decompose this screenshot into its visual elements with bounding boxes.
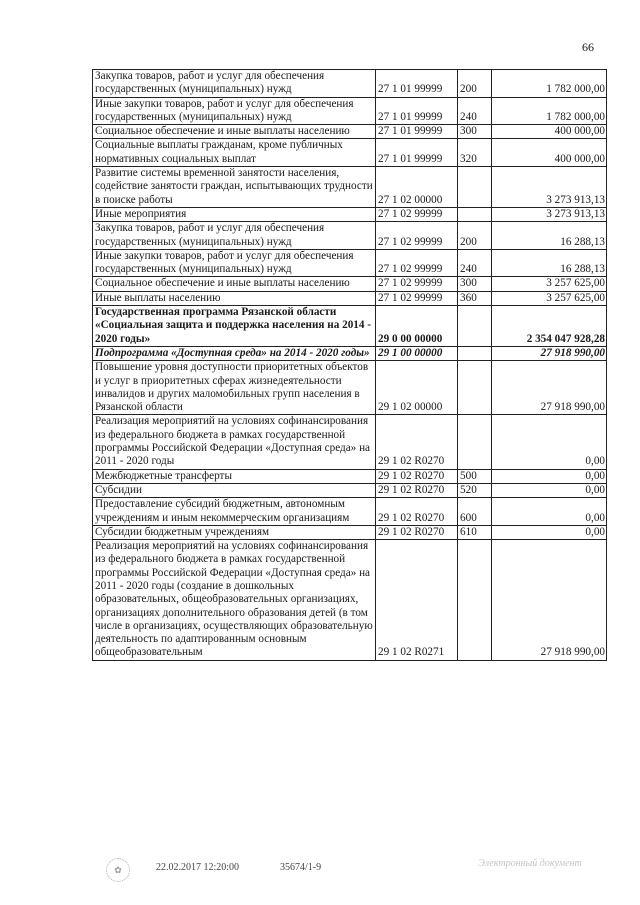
- row-vr-code: 320: [458, 139, 492, 167]
- row-vr-code: 600: [458, 498, 492, 526]
- row-vr-code: 200: [458, 222, 492, 250]
- row-sum: 16 288,13: [492, 249, 607, 277]
- row-name: Иные закупки товаров, работ и услуг для обеспечения государственных (муниципальных) нужд: [93, 97, 376, 125]
- table-row: [93, 361, 607, 415]
- table-row: [93, 498, 607, 526]
- row-name: Развитие системы временной занятости населения, содействие занятости граждан, испытывающих трудности в поиске работы: [93, 167, 376, 208]
- row-name: Субсидии: [93, 483, 376, 497]
- table-row: [93, 415, 607, 469]
- footer-date: 22.02.2017 12:20:00: [156, 862, 240, 873]
- table-row: [93, 306, 607, 347]
- row-vr-code: [458, 167, 492, 208]
- row-sum: 0,00: [492, 525, 607, 539]
- seal-icon: ✿: [106, 858, 130, 882]
- row-csr-code: 27 1 01 99999: [376, 125, 458, 139]
- budget-table: [92, 69, 607, 661]
- row-sum: 16 288,13: [492, 222, 607, 250]
- row-name: Социальное обеспечение и иные выплаты населению: [93, 125, 376, 139]
- table-row: [93, 222, 607, 250]
- row-csr-code: 27 1 02 99999: [376, 207, 458, 221]
- row-sum: 1 782 000,00: [492, 70, 607, 98]
- table-row: [93, 277, 607, 291]
- row-sum: 0,00: [492, 415, 607, 469]
- row-vr-code: 300: [458, 125, 492, 139]
- table-row: [93, 207, 607, 221]
- row-vr-code: 200: [458, 70, 492, 98]
- row-vr-code: 500: [458, 469, 492, 483]
- table-row: [93, 540, 607, 661]
- row-vr-code: [458, 346, 492, 360]
- row-csr-code: 27 1 01 99999: [376, 70, 458, 98]
- row-name: Субсидии бюджетным учреждениям: [93, 525, 376, 539]
- row-sum: 3 257 625,00: [492, 291, 607, 305]
- row-name: Подпрограмма «Доступная среда» на 2014 - 2020 годы»: [93, 346, 376, 360]
- row-name: Предоставление субсидий бюджетным, автономным учреждениям и иным некоммерческим организациям: [93, 498, 376, 526]
- row-csr-code: 27 1 02 99999: [376, 222, 458, 250]
- row-sum: 3 273 913,13: [492, 167, 607, 208]
- row-vr-code: [458, 361, 492, 415]
- page-number: 66: [582, 40, 594, 54]
- row-sum: 1 782 000,00: [492, 97, 607, 125]
- row-vr-code: 240: [458, 97, 492, 125]
- table-row: [93, 167, 607, 208]
- row-csr-code: 29 1 02 R0270: [376, 469, 458, 483]
- row-csr-code: 27 1 02 99999: [376, 291, 458, 305]
- row-csr-code: 27 1 01 99999: [376, 139, 458, 167]
- row-name: Закупка товаров, работ и услуг для обеспечения государственных (муниципальных) нужд: [93, 222, 376, 250]
- row-name: Закупка товаров, работ и услуг для обеспечения государственных (муниципальных) нужд: [93, 70, 376, 98]
- row-vr-code: 610: [458, 525, 492, 539]
- row-name: Межбюджетные трансферты: [93, 469, 376, 483]
- row-name: Иные мероприятия: [93, 207, 376, 221]
- footer-doc-id: 35674/1-9: [280, 862, 322, 873]
- row-vr-code: 300: [458, 277, 492, 291]
- table-row: [93, 97, 607, 125]
- row-csr-code: 29 1 02 R0270: [376, 525, 458, 539]
- row-name: Социальные выплаты гражданам, кроме публичных нормативных социальных выплат: [93, 139, 376, 167]
- table-row: [93, 469, 607, 483]
- row-name: Реализация мероприятий на условиях софинансирования из федерального бюджета в рамках государственной программы Российской Федерации «Доступная среда» на 2011 - 2020 годы (создание в дошкольных образовательных, общеобразовательных организациях, организациях дополнительного образования детей (в том числе в организациях, осуществляющих образовательную деятельность по адаптированным основным общеобразовательным: [93, 540, 376, 661]
- row-vr-code: 520: [458, 483, 492, 497]
- table-row: [93, 139, 607, 167]
- row-sum: 27 918 990,00: [492, 346, 607, 360]
- row-sum: 0,00: [492, 469, 607, 483]
- table-row: [93, 525, 607, 539]
- table-row: [93, 346, 607, 360]
- table-row: [93, 70, 607, 98]
- row-sum: 400 000,00: [492, 139, 607, 167]
- table-row: [93, 291, 607, 305]
- row-sum: 0,00: [492, 498, 607, 526]
- row-csr-code: 27 1 02 99999: [376, 249, 458, 277]
- row-vr-code: 240: [458, 249, 492, 277]
- row-sum: 2 354 047 928,28: [492, 306, 607, 347]
- row-vr-code: [458, 306, 492, 347]
- row-csr-code: 29 1 02 R0270: [376, 498, 458, 526]
- row-csr-code: 29 1 02 R0271: [376, 540, 458, 661]
- row-name: Иные закупки товаров, работ и услуг для обеспечения государственных (муниципальных) нужд: [93, 249, 376, 277]
- row-name: Государственная программа Рязанской области «Социальная защита и поддержка населения на 2014 - 2020 годы»: [93, 306, 376, 347]
- row-csr-code: 29 1 02 R0270: [376, 483, 458, 497]
- row-csr-code: 29 1 02 00000: [376, 361, 458, 415]
- row-sum: 27 918 990,00: [492, 540, 607, 661]
- row-sum: 3 273 913,13: [492, 207, 607, 221]
- row-csr-code: 27 1 02 99999: [376, 277, 458, 291]
- row-name: Реализация мероприятий на условиях софинансирования из федерального бюджета в рамках государственной программы Российской Федерации «Доступная среда» на 2011 - 2020 годы: [93, 415, 376, 469]
- row-sum: 400 000,00: [492, 125, 607, 139]
- row-csr-code: 27 1 02 00000: [376, 167, 458, 208]
- row-sum: 27 918 990,00: [492, 361, 607, 415]
- row-vr-code: [458, 540, 492, 661]
- row-csr-code: 29 1 02 R0270: [376, 415, 458, 469]
- footer-watermark: Электронный документ: [478, 858, 582, 869]
- row-vr-code: 360: [458, 291, 492, 305]
- row-vr-code: [458, 207, 492, 221]
- row-vr-code: [458, 415, 492, 469]
- row-name: Социальное обеспечение и иные выплаты населению: [93, 277, 376, 291]
- table-row: [93, 125, 607, 139]
- table-row: [93, 483, 607, 497]
- row-csr-code: 29 1 00 00000: [376, 346, 458, 360]
- row-csr-code: 27 1 01 99999: [376, 97, 458, 125]
- row-name: Повышение уровня доступности приоритетных объектов и услуг в приоритетных сферах жизнедеятельности инвалидов и других маломобильных групп населения в Рязанской области: [93, 361, 376, 415]
- row-sum: 3 257 625,00: [492, 277, 607, 291]
- table-row: [93, 249, 607, 277]
- row-name: Иные выплаты населению: [93, 291, 376, 305]
- row-csr-code: 29 0 00 00000: [376, 306, 458, 347]
- row-sum: 0,00: [492, 483, 607, 497]
- table-body: [93, 70, 607, 661]
